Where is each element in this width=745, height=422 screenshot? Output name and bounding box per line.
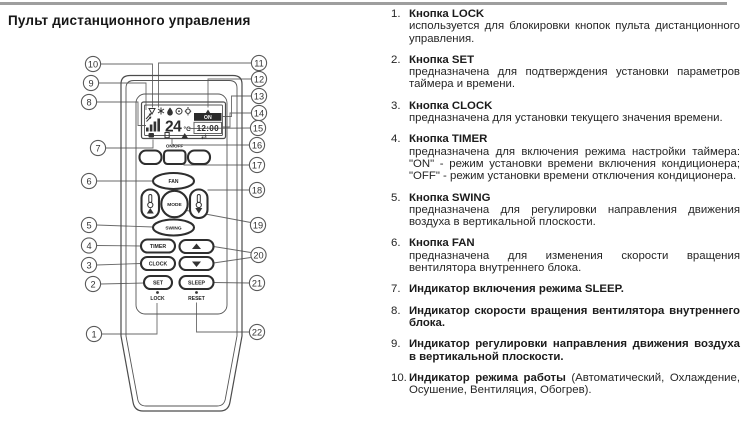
item-body: предназначена для установки текущего значения времени.: [409, 112, 723, 125]
callout-13: [251, 88, 266, 103]
svg-text:21: 21: [251, 278, 263, 289]
svg-text:LOCK: LOCK: [150, 296, 165, 302]
callout-20: [251, 247, 266, 262]
clock-time: 12:00: [196, 124, 220, 133]
clock-button: [141, 257, 175, 270]
svg-text:17: 17: [251, 160, 263, 171]
callout-7: [90, 140, 105, 155]
item-number: 9.: [391, 338, 401, 351]
callout-9: [83, 75, 98, 90]
heat-mode-icon: [185, 107, 191, 115]
svg-text:22: 22: [251, 327, 263, 338]
sleep-indicator-icon: [149, 133, 155, 138]
description-item: [391, 54, 740, 91]
svg-text:6: 6: [86, 176, 92, 187]
temperature-unit: °C: [183, 126, 191, 133]
descriptions-list: [391, 8, 740, 405]
dry-mode-icon: [167, 108, 173, 116]
item-number: 7.: [391, 283, 401, 296]
callout-3: [81, 257, 96, 272]
description-item: [391, 372, 740, 397]
svg-text:4: 4: [86, 240, 92, 251]
svg-text:MODE: MODE: [167, 203, 182, 208]
item-number: 6.: [391, 237, 401, 250]
item-heading: Кнопка SWING: [409, 191, 491, 204]
timer-state-label: ON: [203, 114, 212, 121]
description-item: [391, 283, 740, 295]
description-item: [391, 338, 740, 363]
callout-12: [251, 71, 266, 86]
svg-text:11: 11: [254, 58, 264, 69]
swing-button: [153, 220, 194, 236]
callout-19: [250, 217, 265, 232]
item-number: 3.: [391, 99, 401, 112]
set-button: [144, 276, 172, 289]
item-heading: Индикатор регулировки направления движения воздуха в вертикальной плоскости.: [409, 338, 740, 363]
item-heading: Кнопка SET: [409, 53, 475, 66]
temperature-value: 24: [165, 118, 182, 136]
item-body: предназначена для регулировки направления движения воздуха в вертикальной плоскости.: [409, 203, 740, 229]
description-item: [391, 8, 740, 45]
svg-text:SWING: SWING: [165, 226, 182, 232]
item-heading: Кнопка LOCK: [409, 8, 485, 20]
onoff-button: [164, 151, 186, 165]
item-body: используется для блокировки кнопок пульта дистанционного управления.: [409, 20, 740, 45]
svg-text:2: 2: [90, 279, 96, 290]
item-number: 4.: [391, 133, 401, 146]
fan-speed-indicator-icon: [146, 117, 160, 132]
item-heading: Кнопка FAN: [409, 237, 475, 250]
svg-text:SET: SET: [152, 280, 164, 287]
item-number: 1.: [391, 8, 401, 20]
svg-text:12: 12: [253, 74, 265, 85]
item-heading: Кнопка CLOCK: [409, 99, 493, 112]
svg-text:RESET: RESET: [188, 296, 205, 302]
item-number: 2.: [391, 53, 401, 66]
item-number: 8.: [391, 304, 401, 317]
left-top-button: [140, 151, 162, 165]
callout-4: [81, 238, 96, 253]
item-body: предназначена для включения режима настройки таймера: "ON" - режим установки времени включения кондиционера; "OFF" - режим установки времени отключения кондиционера.: [409, 145, 740, 183]
onoff-label: ON/OFF: [165, 143, 184, 149]
callout-5: [81, 217, 96, 232]
svg-text:5: 5: [86, 220, 92, 231]
callout-11: [251, 55, 266, 70]
description-item: [391, 305, 740, 330]
temp-up-button: [142, 190, 160, 219]
description-item: [391, 100, 740, 125]
reset-button: [188, 291, 205, 302]
lock-button: [150, 291, 165, 302]
fan-mode-icon: [176, 108, 182, 114]
callout-18: [249, 182, 264, 197]
callout-10: [85, 56, 100, 71]
swing-indicator-icon: ⇄: [201, 133, 207, 141]
item-heading: Кнопка TIMER: [409, 133, 488, 146]
description-item: [391, 133, 740, 182]
item-heading: Индикатор скорости вращения вентилятора внутреннего блока.: [409, 304, 740, 329]
lcd-display: [142, 102, 226, 141]
callout-21: [249, 275, 264, 290]
svg-text:8: 8: [86, 97, 92, 108]
description-item: [391, 237, 740, 274]
callout-17: [249, 157, 264, 172]
svg-text:14: 14: [253, 108, 265, 119]
svg-text:9: 9: [88, 78, 94, 89]
timer-down-button: [180, 257, 214, 270]
svg-text:3: 3: [86, 260, 92, 271]
svg-text:19: 19: [252, 220, 264, 231]
svg-text:SLEEP: SLEEP: [187, 280, 206, 287]
callout-2: [85, 276, 100, 291]
item-number: 5.: [391, 191, 401, 204]
callout-22: [249, 324, 264, 339]
page-title: Пульт дистанционного управления: [8, 13, 251, 28]
timer-button: [141, 240, 175, 253]
auto-mode-icon: [149, 109, 155, 115]
svg-text:FAN: FAN: [168, 179, 179, 185]
callout-14: [251, 105, 266, 120]
timer-up-button: [180, 240, 214, 253]
svg-text:20: 20: [253, 250, 264, 261]
callout-8: [81, 94, 96, 109]
sleep-button: [180, 276, 214, 289]
mode-button: [161, 191, 187, 217]
cool-mode-icon: [158, 108, 164, 115]
callout-15: [250, 120, 265, 135]
item-heading: Индикатор включения режима SLEEP.: [409, 283, 624, 296]
callout-16: [249, 137, 264, 152]
fan-button: [153, 173, 194, 189]
callout-1: [86, 326, 101, 341]
description-item: [391, 192, 740, 229]
right-top-button: [188, 151, 210, 165]
svg-text:10: 10: [87, 59, 99, 70]
svg-text:16: 16: [251, 140, 263, 151]
item-heading: Индикатор режима работы: [409, 371, 566, 384]
svg-text:CLOCK: CLOCK: [148, 261, 168, 268]
svg-text:TIMER: TIMER: [149, 244, 167, 250]
svg-text:18: 18: [251, 185, 263, 196]
temp-down-button: [190, 190, 208, 219]
svg-text:7: 7: [95, 143, 101, 154]
svg-text:13: 13: [253, 91, 265, 102]
item-body: (Автоматический, Охлаждение, Осушение, Вентиляция, Обогрев).: [409, 371, 740, 397]
callout-6: [81, 173, 96, 188]
svg-text:15: 15: [252, 123, 264, 134]
item-body: предназначена для подтверждения установки параметров таймера и времени.: [409, 66, 740, 91]
item-body: предназначена для изменения скорости вращения вентилятора внутреннего блока.: [409, 249, 740, 275]
item-number: 10.: [391, 371, 407, 384]
svg-text:1: 1: [91, 329, 97, 340]
